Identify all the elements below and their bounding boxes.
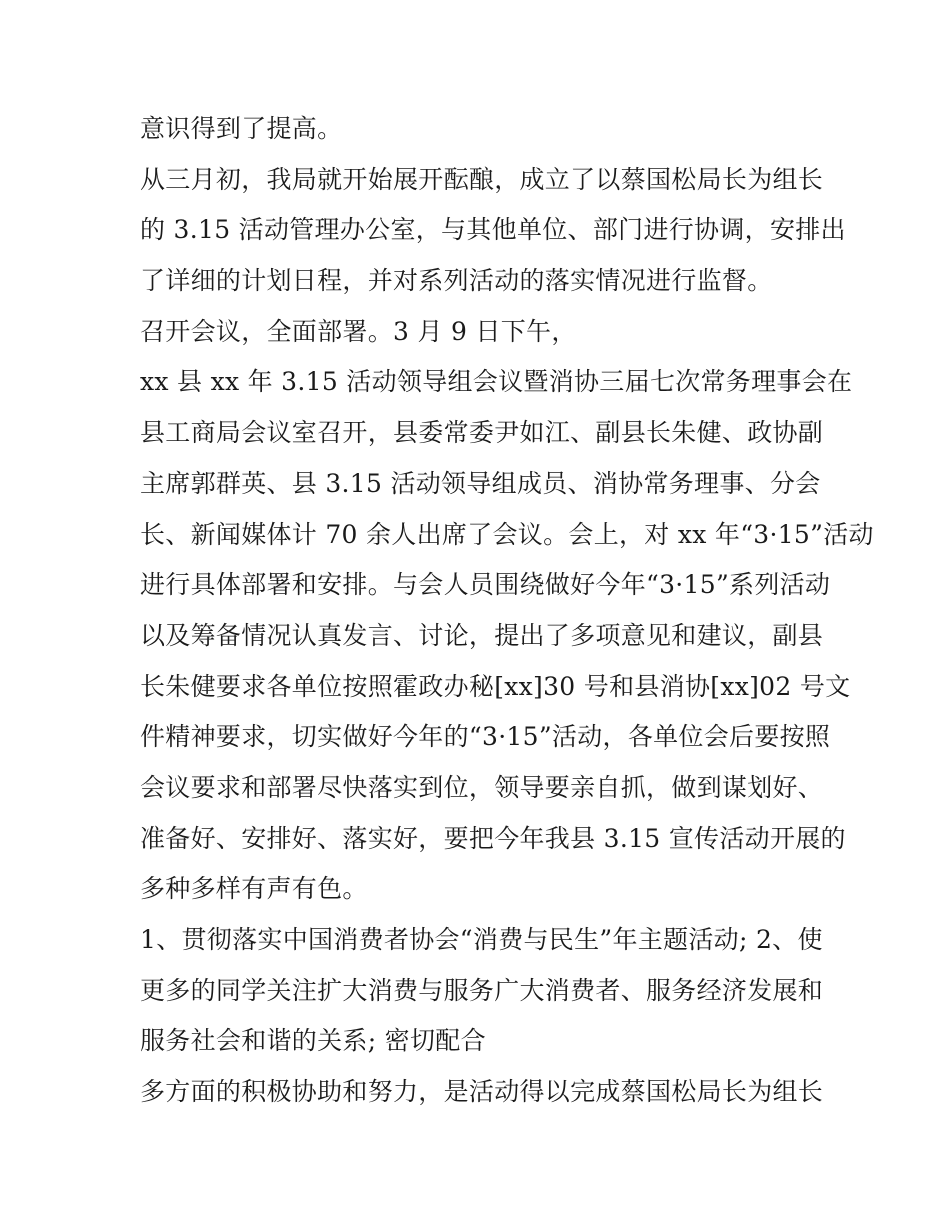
text-line: 会议要求和部署尽快落实到位，领导要亲自抓，做到谋划好、	[140, 772, 824, 802]
text-line: 主席郭群英、县 3.15 活动领导组成员、消协常务理事、分会	[140, 468, 821, 498]
text-line: 以及筹备情况认真发言、讨论，提出了多项意见和建议，副县	[140, 620, 824, 650]
text-line: 的 3.15 活动管理办公室，与其他单位、部门进行协调，安排出	[140, 215, 846, 245]
text-line: 多方面的积极协助和努力，是活动得以完成蔡国松局长为组长	[140, 1077, 824, 1107]
text-line: 了详细的计划日程，并对系列活动的落实情况进行监督。	[140, 266, 773, 296]
text-line: 服务社会和谐的关系; 密切配合	[140, 1026, 486, 1056]
text-line: 长朱健要求各单位按照霍政办秘[xx]30 号和县消协[xx]02 号文	[140, 671, 851, 701]
text-line: xx 县 xx 年 3.15 活动领导组会议暨消协三届七次常务理事会在	[140, 367, 853, 397]
text-line: 意识得到了提高。	[140, 114, 343, 143]
body-text	[140, 104, 874, 1118]
text-line: 长、新闻媒体计 70 余人出席了会议。会上，对 xx 年“3·15”活动	[140, 519, 874, 549]
text-line: 县工商局会议室召开，县委常委尹如江、副县长朱健、政协副	[140, 418, 824, 448]
text-line: 件精神要求，切实做好今年的“3·15”活动，各单位会后要按照	[140, 722, 831, 752]
text-line: 更多的同学关注扩大消费与服务广大消费者、服务经济发展和	[140, 975, 824, 1005]
text-line: 1、贯彻落实中国消费者协会“消费与民生”年主题活动; 2、使	[140, 925, 823, 954]
text-line: 进行具体部署和安排。与会人员围绕做好今年“3·15”系列活动	[140, 570, 831, 600]
text-line: 从三月初，我局就开始展开酝酿，成立了以蔡国松局长为组长	[140, 164, 824, 194]
text-line: 召开会议，全面部署。3 月 9 日下午，	[140, 316, 577, 346]
text-line: 多种多样有声有色。	[140, 874, 368, 904]
text-line: 准备好、安排好、落实好，要把今年我县 3.15 宣传活动开展的	[140, 823, 846, 853]
